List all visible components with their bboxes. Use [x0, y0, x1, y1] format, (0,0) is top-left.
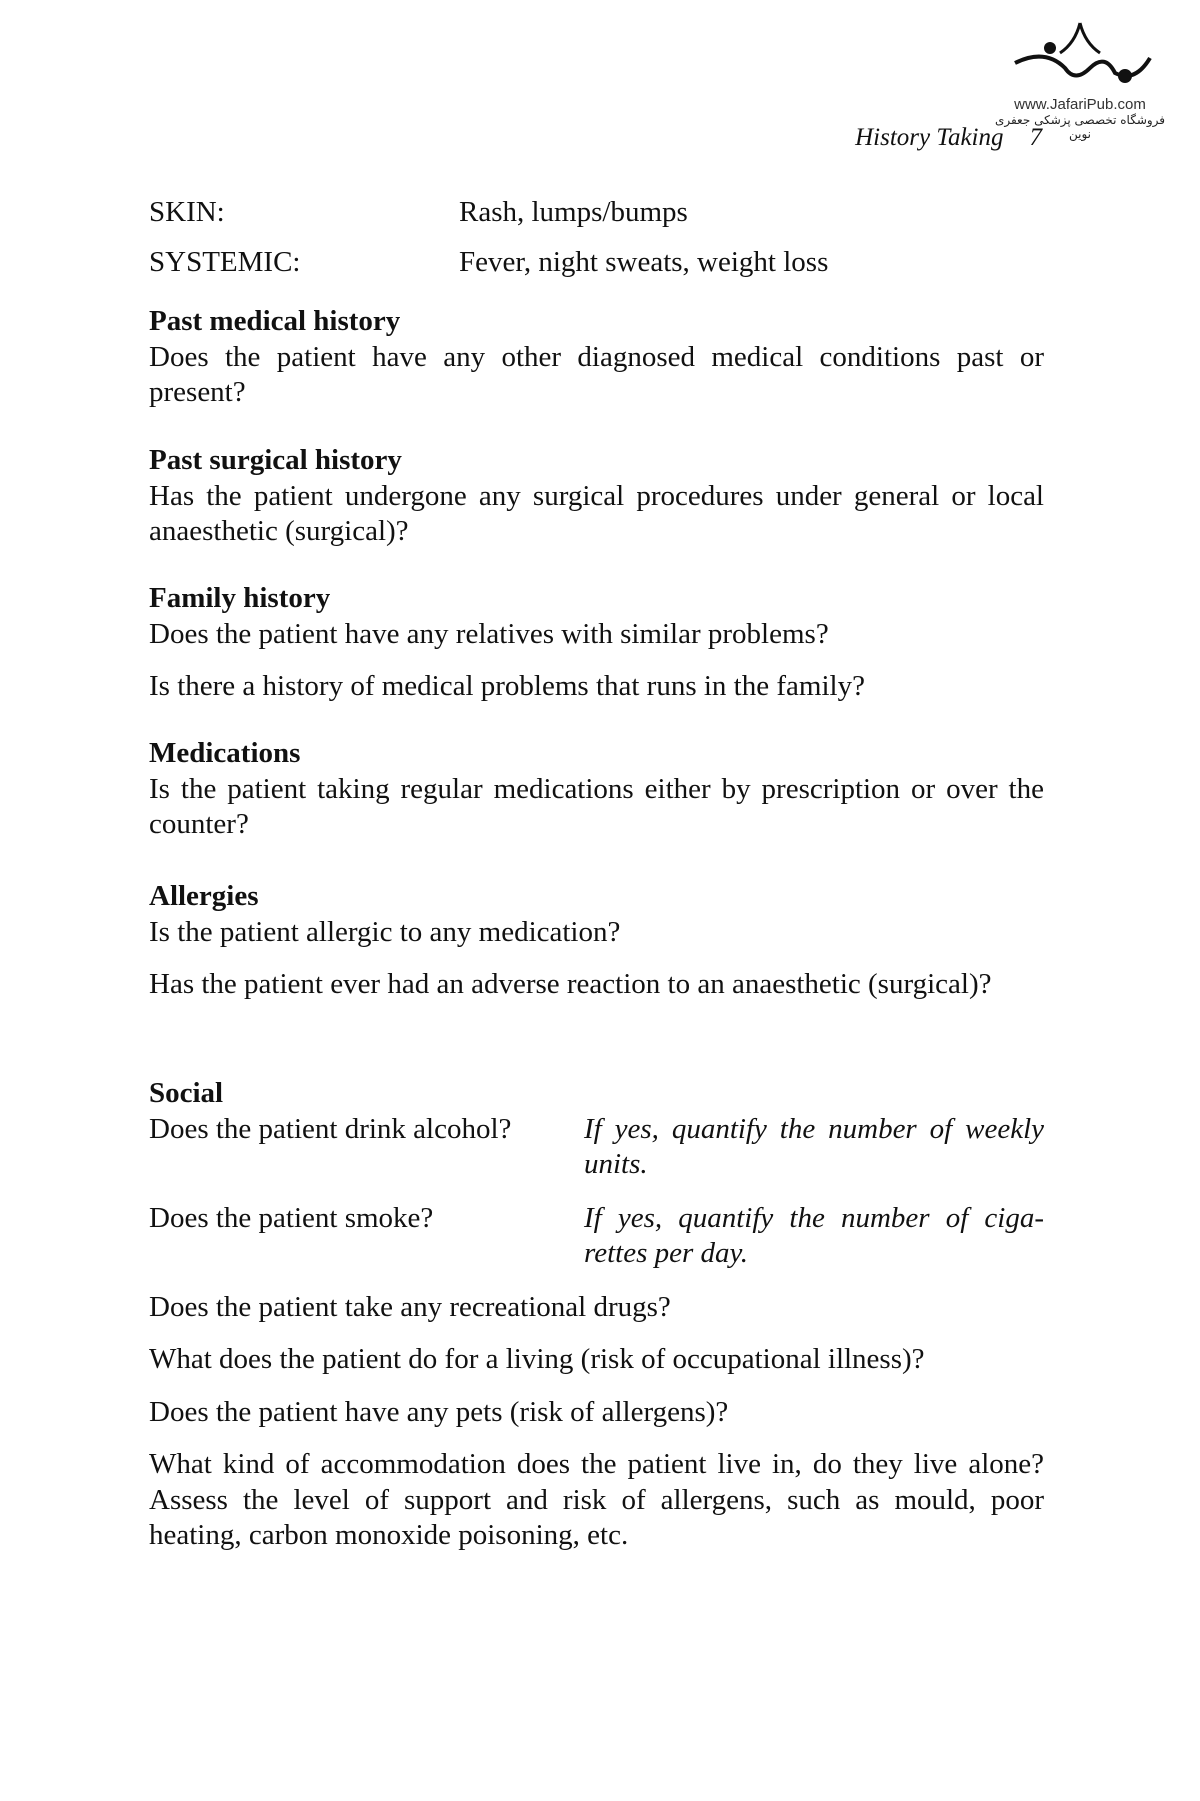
section-allergies	[149, 879, 1044, 1003]
paragraph: Has the patient ever had an adverse reaction to an anaesthetic (surgical)?	[149, 968, 992, 1000]
guidance: If yes, quantify the number of weekly units.	[584, 1112, 1044, 1180]
section-medications	[149, 736, 1044, 843]
ros-label: SYSTEMIC:	[149, 245, 301, 278]
section-heading: Allergies	[149, 880, 259, 912]
section-heading: Family history	[149, 582, 331, 614]
page-number: 7	[1029, 124, 1042, 151]
section-heading: Medications	[149, 737, 301, 769]
question: Does the patient smoke?	[149, 1201, 434, 1234]
paragraph: Is the patient allergic to any medication?	[149, 915, 621, 948]
section-heading: Past medical history	[149, 305, 401, 337]
ros-list	[149, 195, 1044, 280]
paragraph: Is there a history of medical problems that runs in the family?	[149, 670, 865, 702]
publisher-url: www.JafariPub.com	[1014, 96, 1146, 113]
paragraph: Does the patient take any recreational drugs?	[149, 1290, 671, 1323]
section-heading: Social	[149, 1077, 224, 1109]
section-family-history	[149, 581, 1044, 705]
ros-value: Fever, night sweats, weight loss	[459, 245, 829, 278]
section-social	[149, 1076, 1044, 1554]
paragraph: Does the patient have any other diagnosed medical conditions past or present?	[149, 340, 1044, 408]
calligraphy-logo-icon	[1005, 18, 1155, 88]
paragraph: Has the patient undergone any surgical procedures under general or local anaesthetic (surgical)?	[149, 479, 1044, 547]
paragraph: What kind of accommodation does the patient live in, do they live alone? Assess the level of support and risk of allergens, such as mould, poor heating, carbon monoxide poisoning, etc.	[149, 1448, 1044, 1551]
section-past-surgical-history	[149, 443, 1044, 550]
header-title: History Taking	[855, 124, 1004, 151]
ros-value: Rash, lumps/bumps	[459, 196, 688, 228]
publisher-tagline: فروشگاه تخصصی پزشکی جعفری نوین	[994, 113, 1166, 141]
ros-label: SKIN:	[149, 196, 225, 228]
guidance: If yes, quantify the number of ciga-rettes per day.	[584, 1201, 1044, 1269]
paragraph: Does the patient have any relatives with similar problems?	[149, 617, 829, 650]
section-heading: Past surgical history	[149, 444, 402, 476]
publisher-logo	[990, 18, 1170, 141]
paragraph: Does the patient have any pets (risk of allergens)?	[149, 1395, 729, 1428]
paragraph: Is the patient taking regular medications either by prescription or over the counter?	[149, 772, 1044, 840]
question: Does the patient drink alcohol?	[149, 1112, 512, 1145]
paragraph: What does the patient do for a living (risk of occupational illness)?	[149, 1343, 925, 1375]
section-past-medical-history	[149, 304, 1044, 411]
running-header	[855, 124, 1042, 152]
